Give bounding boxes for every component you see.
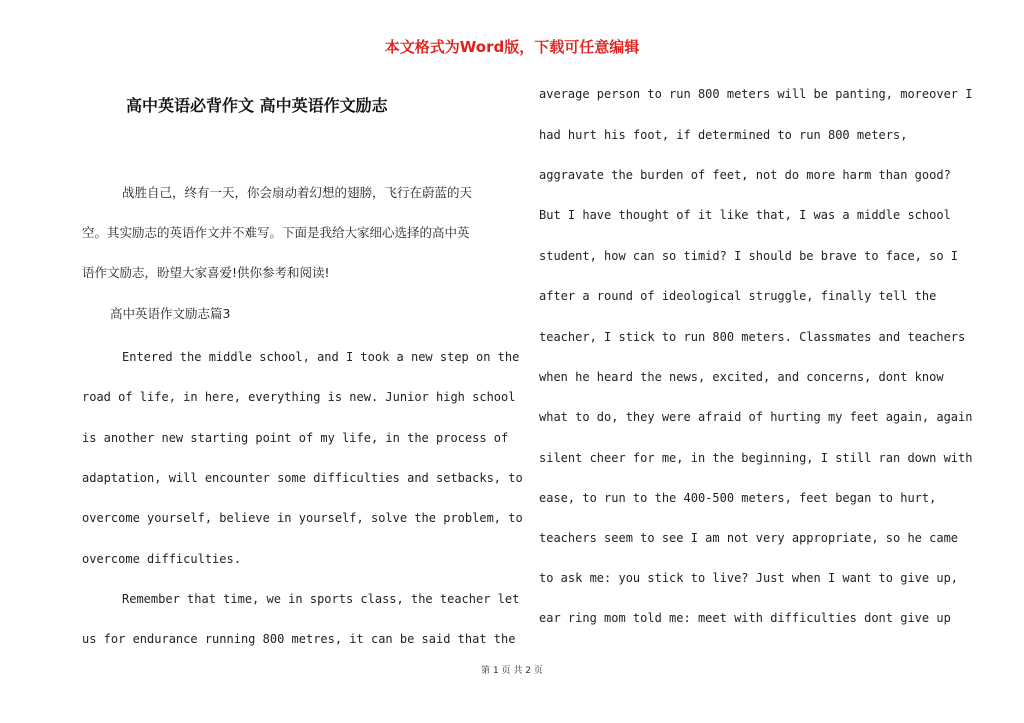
- intro-line: 空。其实励志的英语作文并不难写。下面是我给大家细心选择的高中英: [82, 225, 470, 240]
- paragraph-line: ear ring mom told me: meet with difficulties dont give up: [539, 611, 951, 625]
- paragraph-line: Entered the middle school, and I took a new step on the: [122, 350, 520, 364]
- paragraph-line: overcome yourself, believe in yourself, solve the problem, to: [82, 511, 523, 525]
- paragraph-line: But I have thought of it like that, I was a middle school: [539, 208, 951, 222]
- paragraph-line: overcome difficulties.: [82, 552, 241, 566]
- paragraph-line: had hurt his foot, if determined to run 800 meters,: [539, 128, 908, 142]
- paragraph-line: after a round of ideological struggle, finally tell the: [539, 289, 937, 303]
- paragraph-line: us for endurance running 800 metres, it can be said that the: [82, 632, 516, 646]
- intro-line: 语作文励志，盼望大家喜爱!供你参考和阅读!: [82, 265, 330, 280]
- document-banner: 本文格式为Word版，下载可任意编辑: [384, 38, 640, 56]
- paragraph-line: aggravate the burden of feet, not do more harm than good?: [539, 168, 951, 182]
- paragraph-line: student, how can so timid? I should be brave to face, so I: [539, 249, 959, 263]
- paragraph-line: what to do, they were afraid of hurting my feet again, again: [539, 410, 973, 424]
- paragraph-line: average person to run 800 meters will be panting, moreover I: [539, 87, 973, 101]
- paragraph-line: Remember that time, we in sports class, the teacher let: [122, 592, 520, 606]
- page-number: 第 1 页 共 2 页: [481, 666, 543, 676]
- paragraph-line: adaptation, will encounter some difficulties and setbacks, to: [82, 471, 523, 485]
- paragraph-line: to ask me: you stick to live? Just when I want to give up,: [539, 571, 959, 585]
- paragraph-line: teacher, I stick to run 800 meters. Classmates and teachers: [539, 330, 966, 344]
- paragraph-line: ease, to run to the 400-500 meters, feet began to hurt,: [539, 491, 937, 505]
- paragraph-line: silent cheer for me, in the beginning, I still ran down with: [539, 451, 973, 465]
- page-title: 高中英语必背作文 高中英语作文励志: [126, 96, 388, 115]
- paragraph-line: teachers seem to see I am not very appropriate, so he came: [539, 531, 959, 545]
- intro-line: 战胜自己，终有一天，你会扇动着幻想的翅膀，飞行在蔚蓝的天: [122, 185, 473, 200]
- paragraph-line: road of life, in here, everything is new. Junior high school: [82, 390, 516, 404]
- paragraph-line: is another new starting point of my life, in the process of: [82, 431, 509, 445]
- paragraph-line: when he heard the news, excited, and concerns, dont know: [539, 370, 944, 384]
- section-heading: 高中英语作文励志篇3: [110, 306, 231, 321]
